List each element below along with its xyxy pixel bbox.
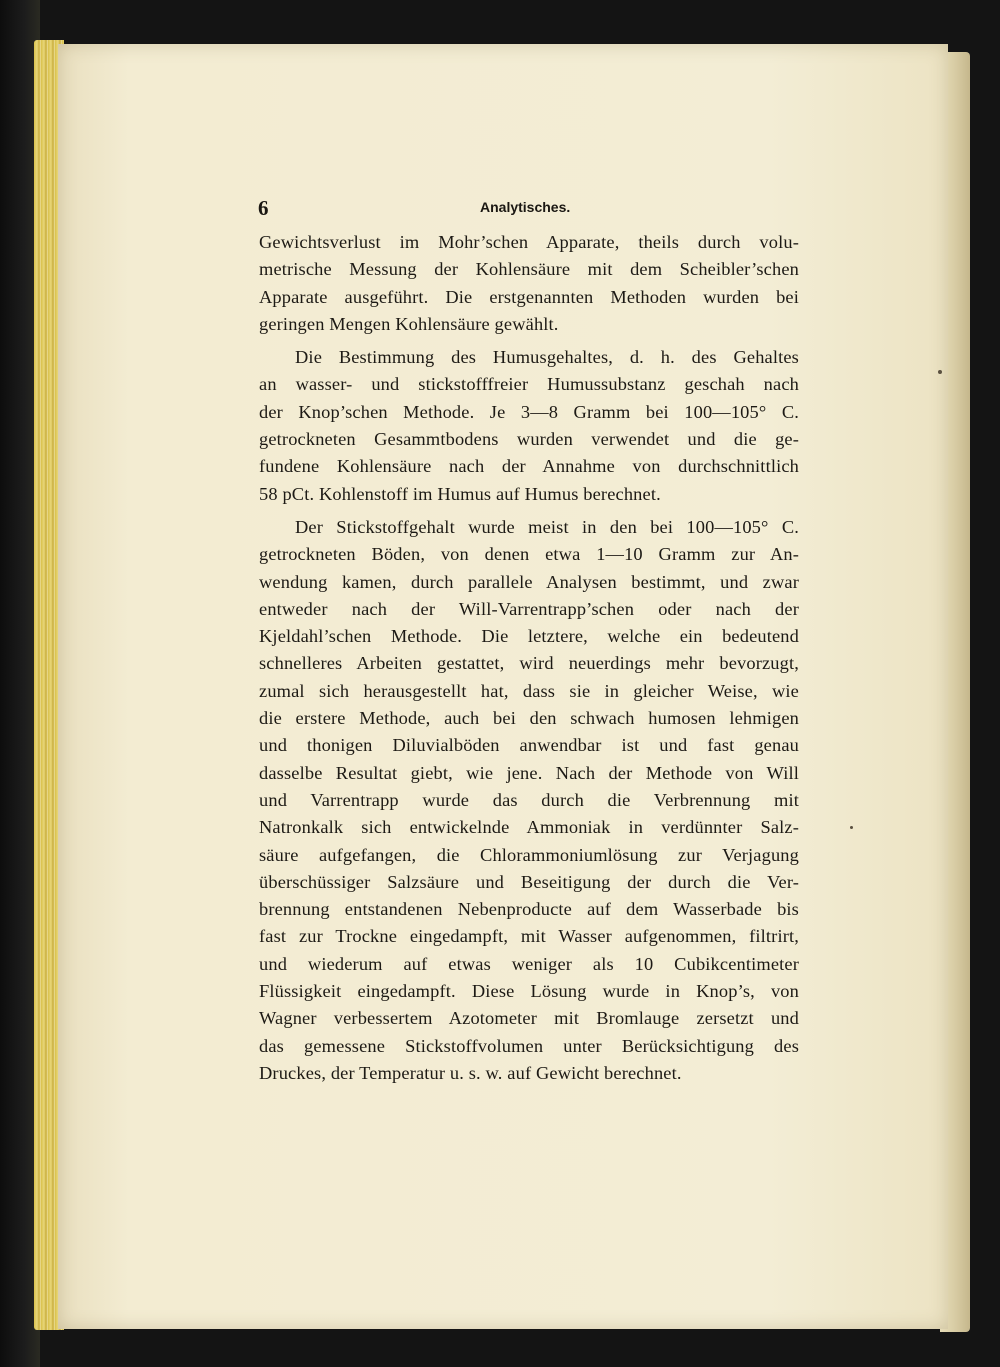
text-line: das gemessene Stickstoffvolumen unter Berücksichtigung des [259, 1035, 799, 1056]
text-line: Kjeldahl’schen Methode. Die letztere, welche ein bedeutend [259, 626, 799, 647]
text-line: an wasser- und stickstofffreier Humussubstanz geschah nach [259, 374, 799, 395]
paragraph-1 [259, 229, 799, 338]
paragraph-3 [259, 514, 799, 1087]
text-line: Druckes, der Temperatur u. s. w. auf Gewicht berechnet. [259, 1062, 682, 1083]
text-line: Gewichtsverlust im Mohr’schen Apparate, theils durch volu- [259, 232, 799, 252]
text-line: der Knop’schen Methode. Je 3—8 Gramm bei 100—105° C. [259, 401, 799, 422]
page-number: 6 [258, 196, 269, 220]
text-line: geringen Mengen Kohlensäure gewählt. [259, 313, 559, 334]
text-line: und Varrentrapp wurde das durch die Verbrennung mit [259, 789, 799, 810]
text-line: und thonigen Diluvialböden anwendbar ist und fast genau [259, 735, 799, 756]
text-line: Die Bestimmung des Humusgehaltes, d. h. des Gehaltes [295, 347, 799, 368]
text-line: fast zur Trockne eingedampft, mit Wasser aufgenommen, filtrirt, [259, 926, 799, 947]
text-line: Natronkalk sich entwickelnde Ammoniak in verdünnter Salz- [259, 817, 799, 838]
page-speck [850, 826, 853, 829]
text-line: entweder nach der Will-Varrentrapp’schen oder nach der [259, 598, 799, 619]
text-line: fundene Kohlensäure nach der Annahme von durchschnittlich [259, 456, 799, 477]
text-line: Flüssigkeit eingedampft. Diese Lösung wurde in Knop’s, von [259, 981, 799, 1002]
text-line: und wiederum auf etwas weniger als 10 Cubikcentimeter [259, 953, 799, 974]
text-line: brennung entstandenen Nebenproducte auf dem Wasserbade bis [259, 899, 799, 920]
page-speck [938, 370, 942, 374]
text-line: getrockneten Böden, von denen etwa 1—10 Gramm zur An- [259, 544, 799, 565]
text-line: wendung kamen, durch parallele Analysen bestimmt, und zwar [259, 571, 799, 592]
text-line: Apparate ausgeführt. Die erstgenannten Methoden wurden bei [259, 286, 799, 307]
text-line: dasselbe Resultat giebt, wie jene. Nach der Methode von Will [259, 762, 799, 783]
page-header [258, 196, 798, 224]
paragraph-2 [259, 344, 799, 508]
text-line: metrische Messung der Kohlensäure mit dem Scheibler’schen [259, 259, 799, 280]
text-line: überschüssiger Salzsäure und Beseitigung der durch die Ver- [259, 871, 799, 892]
text-line: zumal sich herausgestellt hat, dass sie in gleicher Weise, wie [259, 680, 799, 701]
text-line: die erstere Methode, auch bei den schwach humosen lehmigen [259, 708, 799, 729]
body-text [259, 229, 799, 1087]
text-line: getrockneten Gesammtbodens wurden verwendet und die ge- [259, 429, 799, 450]
text-line: schnelleres Arbeiten gestattet, wird neuerdings mehr bevorzugt, [259, 653, 799, 674]
running-head: Analytisches. [480, 199, 571, 215]
text-line: Der Stickstoffgehalt wurde meist in den bei 100—105° C. [295, 516, 799, 537]
text-line: 58 pCt. Kohlenstoff im Humus auf Humus berechnet. [259, 483, 661, 504]
text-line: Wagner verbessertem Azotometer mit Bromlauge zersetzt und [259, 1008, 799, 1029]
text-line: säure aufgefangen, die Chlorammoniumlösung zur Verjagung [259, 844, 799, 865]
